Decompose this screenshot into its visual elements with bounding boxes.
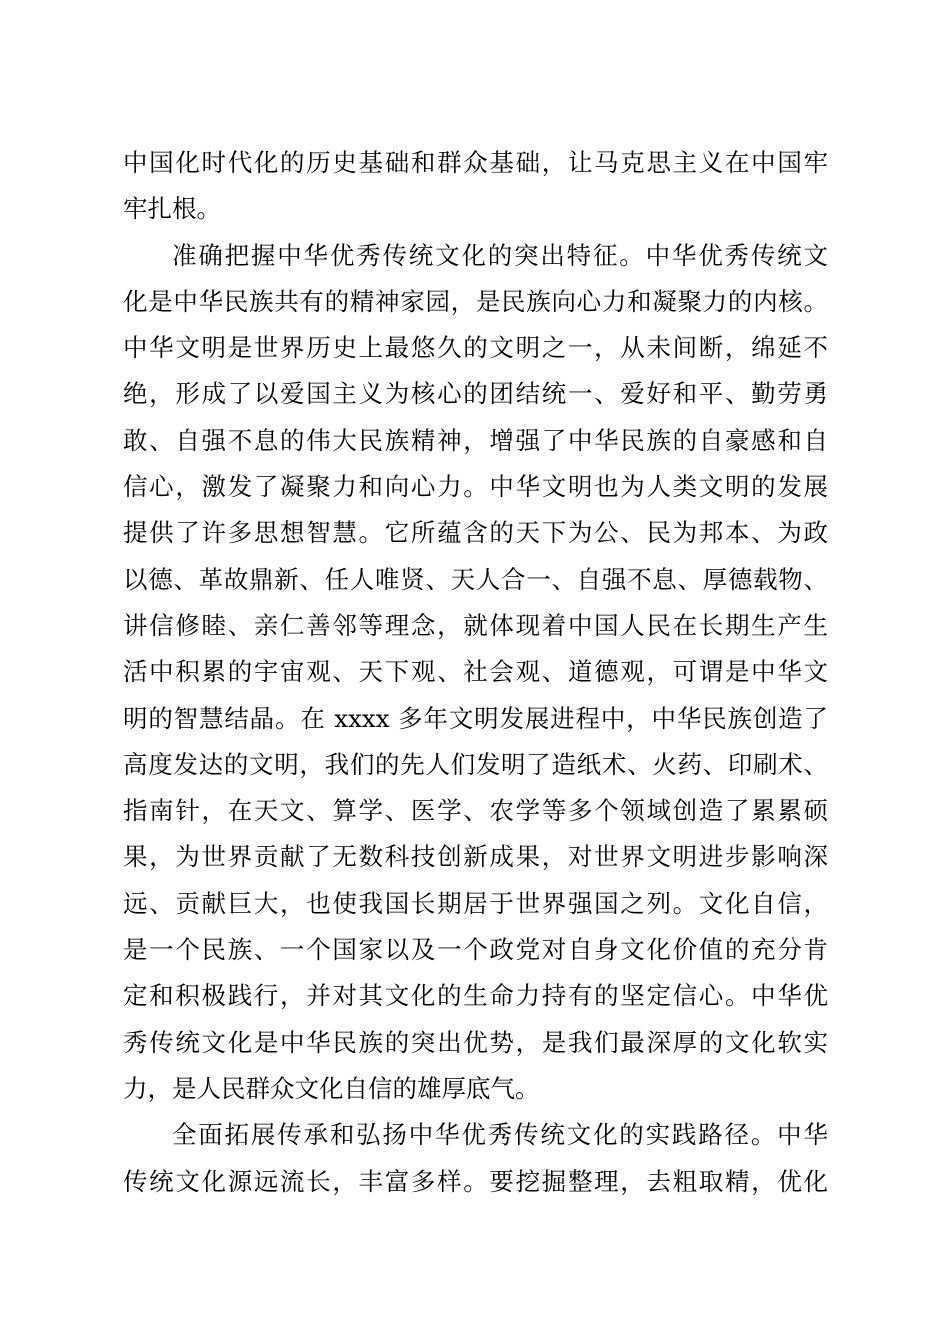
paragraph-heading-line: 准确把握中华优秀传统文化的突出特征。中华优秀传统文 — [172, 240, 828, 270]
text-line: 信心，激发了凝聚力和向心力。中华文明也为人类文明的发展 — [123, 472, 828, 502]
text-line: 中国化时代化的历史基础和群众基础，让马克思主义在中国牢 — [123, 148, 828, 177]
text-line: 定和积极践行，并对其文化的生命力持有的坚定信心。中华优 — [123, 981, 828, 1011]
text-line: 是一个民族、一个国家以及一个政党对自身文化价值的充分肯 — [123, 935, 828, 965]
text-line: 讲信修睦、亲仁善邻等理念，就体现着中国人民在长期生产生 — [123, 610, 828, 640]
text-line: 指南针，在天文、算学、医学、农学等多个领域创造了累累硕 — [123, 796, 828, 826]
text-line: 牢扎根。 — [123, 194, 221, 224]
text-line: 明的智慧结晶。在 xxxx 多年文明发展进程中，中华民族创造了 — [123, 703, 828, 733]
text-line: 敢、自强不息的伟大民族精神，增强了中华民族的自豪感和自 — [123, 425, 828, 455]
text-line: 力，是人民群众文化自信的雄厚底气。 — [123, 1073, 540, 1103]
text-line: 中华文明是世界历史上最悠久的文明之一，从未间断，绵延不 — [123, 333, 828, 363]
text-line: 秀传统文化是中华民族的突出优势，是我们最深厚的文化软实 — [123, 1027, 828, 1057]
text-line: 传统文化源远流长，丰富多样。要挖掘整理，去粗取精，优化 — [123, 1166, 828, 1196]
text-line: 活中积累的宇宙观、天下观、社会观、道德观，可谓是中华文 — [123, 657, 828, 687]
text-line: 化是中华民族共有的精神家园，是民族向心力和凝聚力的内核。 — [123, 286, 828, 316]
text-line: 高度发达的文明，我们的先人们发明了造纸术、火药、印刷术、 — [123, 749, 828, 779]
text-line: 绝，形成了以爱国主义为核心的团结统一、爱好和平、勤劳勇 — [123, 379, 828, 409]
text-line: 果，为世界贡献了无数科技创新成果，对世界文明进步影响深 — [123, 842, 828, 872]
body-text — [123, 140, 828, 1205]
text-line: 以德、革故鼎新、任人唯贤、天人合一、自强不息、厚德载物、 — [123, 564, 828, 594]
text-line: 远、贡献巨大，也使我国长期居于世界强国之列。文化自信， — [123, 888, 828, 918]
text-line: 提供了许多思想智慧。它所蕴含的天下为公、民为邦本、为政 — [123, 518, 828, 548]
paragraph-heading-line: 全面拓展传承和弘扬中华优秀传统文化的实践路径。中华 — [172, 1120, 828, 1150]
